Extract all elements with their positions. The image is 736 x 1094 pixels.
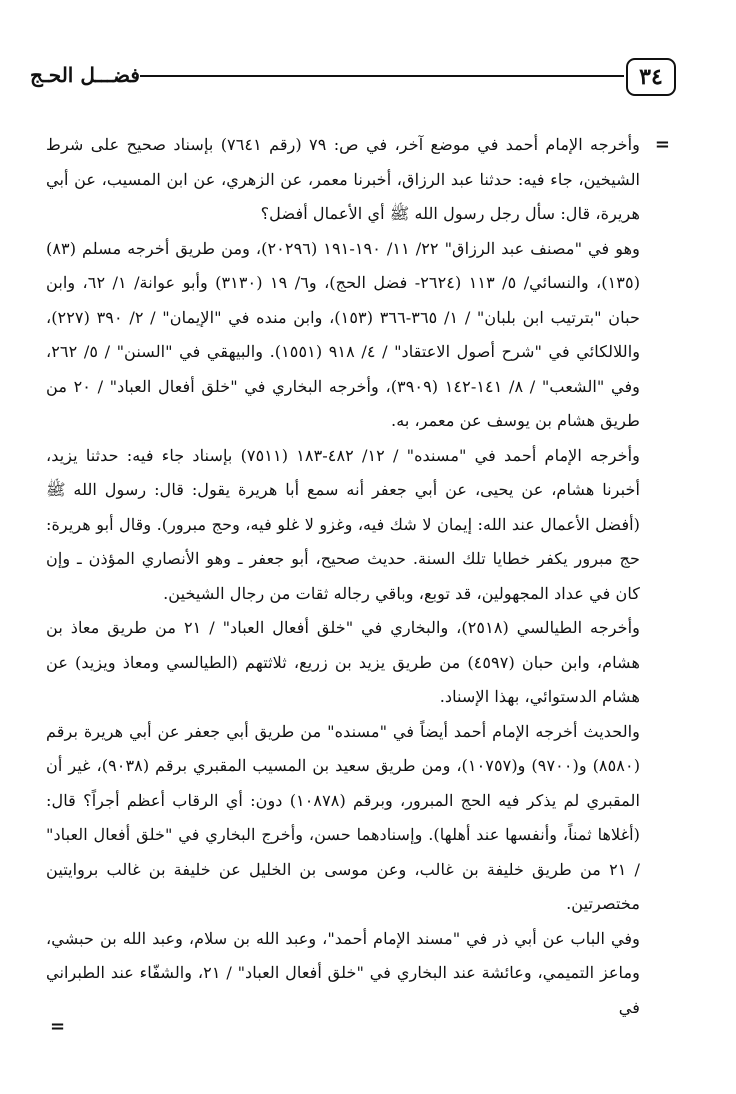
paragraph-4: وأخرجه الطيالسي (٢٥١٨)، والبخاري في "خلق أفعال العباد" / ٢١ من طريق معاذ بن هشام، وابن حبان (٤٥٩٧) من طريق يزيد بن زريع، ثلاثتهم (الطيالسي ومعاذ ويزيد) عن هشام الدستوائي، بهذا الإسناد. bbox=[46, 618, 640, 706]
paragraph-6: وفي الباب عن أبي ذر في "مسند الإمام أحمد"، وعبد الله بن سلام، وعبد الله بن حبشي، وماعز التميمي، وعائشة عند البخاري في "خلق أفعال العباد" / ٢١، والشفّاء عند الطبراني في bbox=[46, 928, 640, 1017]
paragraph-5: والحديث أخرجه الإمام أحمد أيضاً في "مسنده" من طريق أبي جعفر عن أبي هريرة برقم (٨٥٨٠) و(٩٧٠٠) و(١٠٧٥٧)، ومن طريق سعيد بن المسيب المقبري برقم (٩٠٣٨)، غير أن المقبري لم يذكر فيه الحج المبرور، وبرقم (١٠٨٧٨) دون: أي الرقاب أعظم أجراً؟ قال: (أغلاها ثمناً، وأنفسها عند أهلها). وإسنادهما حسن، وأخرج البخاري في "خلق أفعال العباد" / ٢١ من طريق خليفة بن غالب، وعن موسى بن الخليل عن خليفة بن غالب بروايتين مختصرتين. bbox=[46, 721, 641, 913]
paragraph-3: وأخرجه الإمام أحمد في "مسنده" / ١٢/ ٤٨٢-١٨٣ (٧٥١١) بإسناد جاء فيه: حدثنا يزيد، أخبرنا هشام، عن يحيى، عن أبي جعفر أنه سمع أبا هريرة يقول: قال: رسول الله ﷺ (أفضل الأعمال عند الله: إيمان لا شك فيه، وغزو لا غلو فيه، وحج مبرور). وقال أبو هريرة: حج مبرور يكفر خطايا تلك السنة. حديث صحيح، أبو جعفر ـ وهو الأنصاري المؤذن ـ وإن كان في عداد المجهولين، قد توبع، وباقي رجاله ثقات من رجال الشيخين. bbox=[46, 445, 640, 603]
running-head bbox=[30, 56, 676, 96]
continuation-mark-start: = bbox=[654, 134, 670, 155]
header-rule bbox=[140, 75, 624, 77]
continuation-mark-end: = bbox=[50, 1016, 66, 1037]
page-number: ٣٤ bbox=[626, 58, 676, 96]
paragraph-2: وهو في "مصنف عبد الرزاق" ٢٢/ ١١/ ١٩٠-١٩١ (٢٠٢٩٦)، ومن طريق أخرجه مسلم (٨٣) (١٣٥)، والنسائي/ ٥/ ١١٣ (٢٦٢٤- فضل الحج)، و٦/ ١٩ (٣١٣٠) وأبو عوانة/ ١/ ٦٢، وابن حبان "بترتيب ابن بلبان" / ١/ ٣٦٥-٣٦٦ (١٥٣)، وابن منده في "الإيمان" / ٢/ ٣٩٠ (٢٢٧)، واللالكائي في "شرح أصول الاعتقاد" / ٤/ ٩١٨ (١٥٥١). والبيهقي في "السنن" / ٥/ ٢٦٢، وفي "الشعب" / ٨/ ١٤١-١٤٢ (٣٩٠٩)، وأخرجه البخاري في "خلق أفعال العباد" / ٢٠ من طريق هشام بن يوسف عن معمر، به. bbox=[46, 238, 641, 430]
paragraph-1: وأخرجه الإمام أحمد في موضع آخر، في ص: ٧٩ (رقم ٧٦٤١) بإسناد صحيح على شرط الشيخين، جاء فيه: حدثنا عبد الرزاق، أخبرنا معمر، عن الزهري، عن ابن المسيب، عن أبي هريرة، قال: سأل رجل رسول الله ﷺ أي الأعمال أفضل؟ bbox=[46, 135, 640, 223]
running-title: فضـــل الحـج bbox=[30, 63, 140, 87]
footnote-body bbox=[46, 128, 640, 1025]
